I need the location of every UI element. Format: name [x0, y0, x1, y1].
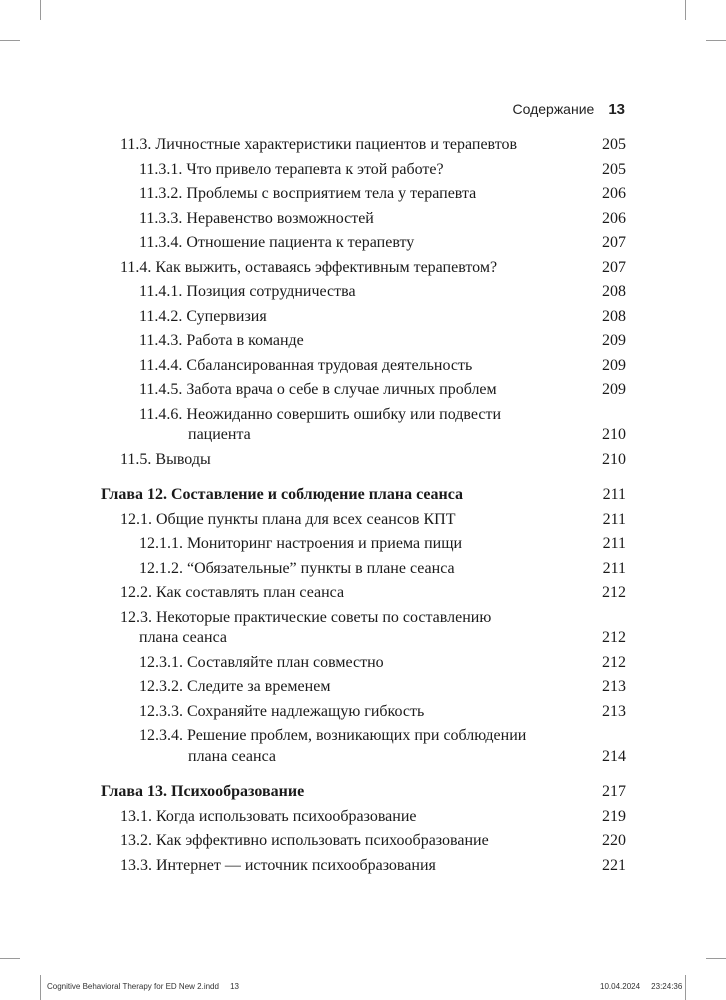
toc-entry-title: 11.4.3. Работа в команде: [139, 332, 304, 349]
toc-entry-title: 11.3.1. Что привело терапевта к этой работе?: [139, 160, 444, 178]
toc-entry-title: 11.5. Выводы: [120, 450, 211, 468]
toc-entry-page: 213: [602, 702, 626, 720]
crop-mark: [685, 975, 686, 1000]
toc-entry-title: 11.3.4. Отношение пациента к терапевту: [139, 234, 415, 251]
toc-entry-title: плана сеанса: [188, 747, 276, 765]
toc-entry-page: 209: [602, 381, 626, 398]
footer-date: 10.04.2024: [600, 982, 641, 991]
toc-entry-title: 11.3. Личностные характеристики пациентов и терапевтов: [120, 136, 518, 153]
toc-entry-title: 13.3. Интернет — источник психообразования: [120, 856, 436, 874]
crop-mark: [685, 0, 686, 20]
toc-entry-title: 12.1.1. Мониторинг настроения и приема пищи: [139, 535, 463, 552]
toc-entry-title: 13.2. Как эффективно использовать психообразование: [120, 832, 489, 849]
toc-entry-title: 12.1.2. “Обязательные” пункты в плане сеанса: [139, 559, 455, 577]
footer-file: [47, 982, 239, 991]
toc-entry-title: 12.3. Некоторые практические советы по составлению: [120, 608, 492, 626]
toc-entry-title: 12.3.1. Составляйте план совместно: [139, 653, 384, 671]
toc-entry-page: 221: [602, 856, 626, 874]
toc-entry-page: 209: [602, 356, 626, 374]
toc-entry-title: Глава 13. Психообразование: [101, 783, 305, 800]
running-head-title: Содержание: [512, 101, 595, 117]
toc-entry-page: 211: [602, 559, 626, 577]
toc-entry-title: 11.3.3. Неравенство возможностей: [139, 209, 374, 227]
crop-mark: [40, 0, 41, 20]
toc-entry-page: 220: [602, 832, 626, 849]
crop-mark: [40, 975, 41, 1000]
toc-entry-title: 11.4.1. Позиция сотрудничества: [139, 283, 356, 300]
toc-entry-page: 210: [602, 426, 626, 443]
toc-entry-page: 205: [602, 136, 626, 153]
toc-entry-page: 207: [602, 234, 626, 251]
footer-page: 13: [230, 982, 239, 991]
crop-mark: [706, 40, 726, 41]
toc-entry-title: 12.1. Общие пункты плана для всех сеансов КПТ: [120, 510, 456, 528]
toc-entry-title: 11.3.2. Проблемы с восприятием тела у терапевта: [139, 185, 477, 202]
toc-entry-title: 11.4.2. Супервизия: [139, 307, 267, 325]
toc-entry-title: 11.4. Как выжить, оставаясь эффективным терапевтом?: [120, 258, 498, 276]
toc-entry-title: 12.3.3. Сохраняйте надлежащую гибкость: [139, 702, 425, 720]
toc-entry-title: Глава 12. Составление и соблюдение плана сеанса: [101, 486, 464, 503]
crop-mark: [0, 958, 20, 959]
toc-entry-page: 214: [602, 747, 626, 765]
footer-filename: Cognitive Behavioral Therapy for ED New 2.indd: [47, 982, 219, 991]
toc-entry-page: 205: [602, 160, 626, 178]
toc-entry-page: 212: [602, 584, 626, 601]
toc-entry-page: 219: [602, 807, 626, 825]
toc-entry-page: 211: [602, 486, 626, 503]
toc-entry-page: 212: [602, 653, 626, 671]
toc-entry-page: 217: [602, 783, 626, 800]
toc-entry-page: 208: [602, 283, 626, 300]
crop-mark: [0, 40, 20, 41]
toc-entry-title: 12.3.4. Решение проблем, возникающих при соблюдении: [139, 727, 527, 744]
toc-entry-title: 13.1. Когда использовать психообразование: [120, 807, 417, 825]
toc-entry-page: 206: [602, 185, 626, 202]
toc-entry-page: 213: [602, 678, 626, 695]
toc-entry-page: 210: [602, 450, 626, 468]
footer-timestamp: [600, 982, 682, 991]
crop-mark: [706, 958, 726, 959]
toc-entry-page: 207: [602, 258, 626, 276]
toc-entry-page: 212: [602, 629, 626, 646]
footer-time: 23:24:36: [651, 982, 683, 991]
page-number: 13: [608, 101, 625, 118]
toc-entry-page: 206: [602, 209, 626, 227]
toc-entry-title: 11.4.5. Забота врача о себе в случае личных проблем: [139, 381, 497, 398]
toc-entry-title: 12.3.2. Следите за временем: [139, 678, 331, 695]
toc-entry-page: 208: [602, 307, 626, 325]
toc-entry-page: 211: [602, 510, 626, 528]
toc-entry-title: 12.2. Как составлять план сеанса: [120, 584, 345, 601]
toc-entry-title: пациента: [188, 426, 251, 443]
toc-entry-title: плана сеанса: [139, 629, 227, 646]
toc-entry-title: 11.4.4. Сбалансированная трудовая деятельность: [139, 356, 473, 374]
running-head: [512, 101, 625, 118]
toc-entry-page: 209: [602, 332, 626, 349]
toc-entry-page: 211: [602, 535, 626, 552]
toc-entry-title: 11.4.6. Неожиданно совершить ошибку или подвести: [139, 405, 502, 423]
